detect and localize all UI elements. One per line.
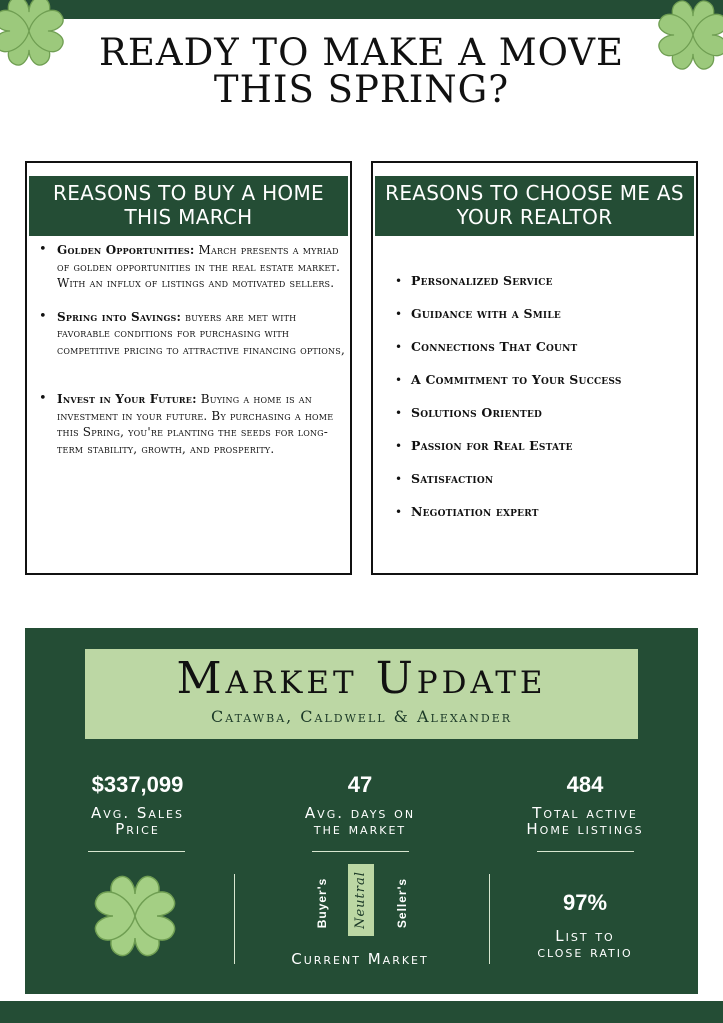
divider bbox=[312, 851, 409, 852]
gauge-buyers-label: Buyer's bbox=[315, 877, 329, 929]
stat-label: Total active bbox=[532, 804, 638, 822]
buy-reasons-list bbox=[39, 242, 345, 457]
stat-label: close ratio bbox=[537, 943, 633, 961]
stat-list-to-close-ratio bbox=[505, 890, 665, 960]
stat-total-active-listings bbox=[495, 772, 675, 837]
stat-label: Avg. days on bbox=[304, 804, 416, 822]
stat-avg-sales-price bbox=[45, 772, 230, 837]
stat-avg-days-on-market bbox=[265, 772, 455, 837]
choose-me-list bbox=[395, 273, 685, 537]
market-update-banner bbox=[85, 649, 638, 739]
four-leaf-clover-icon bbox=[0, 0, 72, 74]
list-item: • A Commitment to Your Success bbox=[395, 372, 685, 405]
gauge-sellers-label: Seller's bbox=[395, 877, 409, 929]
four-leaf-clover-icon bbox=[83, 866, 187, 966]
reason-text: Buying a home is an investment in your future. By purchasing a home this Spring, you're planting the seeds for long-term stability, growth, and prosperity. bbox=[57, 392, 334, 456]
list-item: • Satisfaction bbox=[395, 471, 685, 504]
vertical-divider bbox=[489, 874, 490, 964]
four-leaf-clover-icon bbox=[650, 0, 723, 78]
divider bbox=[88, 851, 185, 852]
list-item: • Negotiation expert bbox=[395, 504, 685, 537]
stat-value: 97% bbox=[562, 890, 608, 915]
gauge-neutral-label: Neutral bbox=[353, 871, 368, 929]
reason-label: Invest in Your Future: bbox=[57, 392, 197, 406]
reason-text: March presents a myriad of golden opportunities in the real estate market. With an influx of listings and motivated sellers. bbox=[57, 243, 341, 290]
stat-label: List to bbox=[555, 927, 615, 945]
reason-text: buyers are met with favorable conditions for purchasing with competitive pricing to attractive financing options, bbox=[57, 309, 345, 357]
list-item bbox=[39, 309, 345, 359]
stat-value: 484 bbox=[566, 772, 604, 797]
stat-label: Price bbox=[115, 820, 160, 838]
list-item: • Connections That Count bbox=[395, 339, 685, 372]
list-item: • Personalized Service bbox=[395, 273, 685, 306]
list-item bbox=[39, 242, 345, 292]
market-update-subtitle: Catawba, Caldwell & Alexander bbox=[210, 707, 513, 726]
list-item: • Passion for Real Estate bbox=[395, 438, 685, 471]
stat-label: the market bbox=[313, 820, 407, 838]
bottom-bar bbox=[0, 1001, 723, 1023]
vertical-divider bbox=[234, 874, 235, 964]
reason-label: Golden Opportunities: bbox=[57, 243, 195, 257]
choose-me-heading: REASONS TO CHOOSE ME AS YOUR REALTOR bbox=[375, 176, 694, 236]
stat-label: Avg. Sales bbox=[91, 804, 184, 822]
reason-label: Spring into Savings: bbox=[57, 309, 182, 324]
gauge-neutral-marker bbox=[348, 864, 374, 936]
market-update-title: Market Update bbox=[176, 653, 547, 704]
stat-value: 47 bbox=[347, 772, 373, 797]
current-market-caption: Current Market bbox=[291, 950, 429, 968]
divider bbox=[537, 851, 634, 852]
list-item: • Solutions Oriented bbox=[395, 405, 685, 438]
choose-me-card bbox=[371, 161, 698, 575]
stat-label: Home listings bbox=[526, 820, 644, 838]
market-update-panel bbox=[25, 628, 698, 994]
top-bar bbox=[0, 0, 723, 19]
buy-reasons-card bbox=[25, 161, 352, 575]
buy-reasons-heading: REASONS TO BUY A HOME THIS MARCH bbox=[29, 176, 348, 236]
page-title: READY TO MAKE A MOVE THIS SPRING? bbox=[98, 31, 624, 111]
stat-value: $337,099 bbox=[91, 772, 184, 797]
list-item: • Guidance with a Smile bbox=[395, 306, 685, 339]
list-item bbox=[39, 391, 345, 457]
